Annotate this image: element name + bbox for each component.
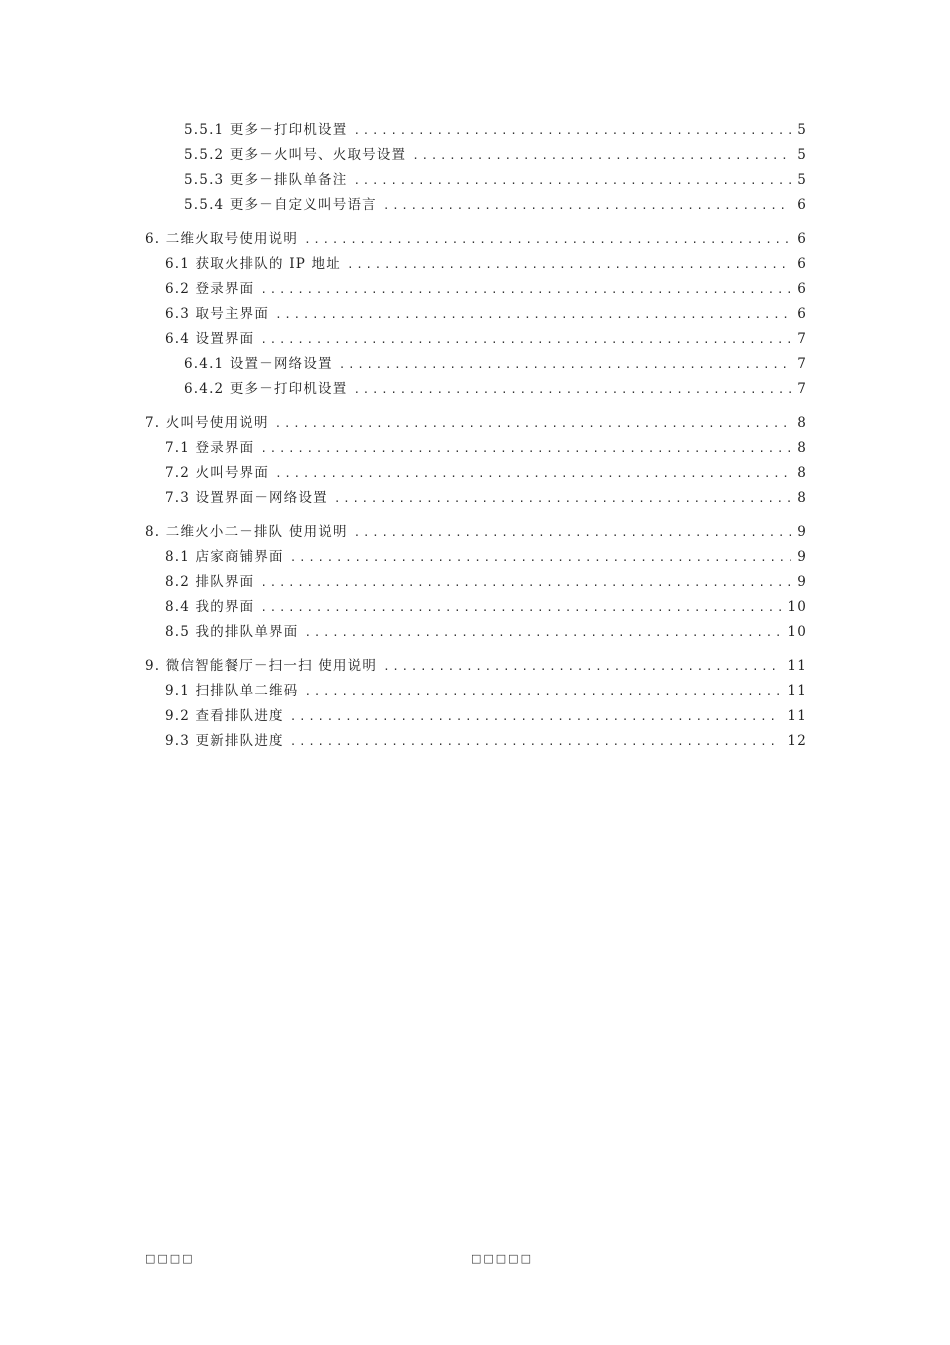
toc-entry-title: 7.1 登录界面: [165, 440, 255, 456]
toc-page-number: 6: [797, 231, 807, 247]
toc-entry-title: 7. 火叫号使用说明: [145, 415, 269, 431]
toc-dot-leader: [339, 355, 791, 375]
toc-page-number: 8: [797, 440, 807, 456]
toc-dot-leader: [290, 548, 791, 568]
toc-entry[interactable]: [165, 706, 807, 726]
toc-dot-leader: [304, 623, 781, 643]
toc-entry[interactable]: [184, 379, 807, 399]
toc-page-number: 9: [797, 549, 807, 565]
toc-entry-title: 5.5.3 更多－排队单备注: [184, 172, 348, 188]
toc-page-number: 9: [797, 524, 807, 540]
toc-dot-leader: [260, 573, 791, 593]
toc-page-number: 6: [797, 281, 807, 297]
toc-entry-title: 8.2 排队界面: [165, 574, 255, 590]
toc-page-number: 6: [797, 306, 807, 322]
toc-entry[interactable]: [165, 681, 807, 701]
toc-dot-leader: [353, 171, 791, 191]
toc-entry-title: 6.4.2 更多－打印机设置: [184, 381, 348, 397]
footer-center-text: □□□□□: [471, 1252, 533, 1265]
toc-page-number: 8: [797, 490, 807, 506]
toc-dot-leader: [347, 255, 791, 275]
toc-entry-title: 9.3 更新排队进度: [165, 733, 284, 749]
toc-entry[interactable]: [165, 597, 807, 617]
toc-dot-leader: [353, 380, 791, 400]
toc-page-number: 8: [797, 415, 807, 431]
toc-entry[interactable]: [184, 120, 807, 140]
toc-page-number: 7: [797, 381, 807, 397]
toc-dot-leader: [260, 280, 791, 300]
toc-entry-title: 5.5.1 更多－打印机设置: [184, 122, 348, 138]
toc-page-number: 10: [787, 599, 807, 615]
toc-entry-title: 5.5.2 更多－火叫号、火取号设置: [184, 147, 407, 163]
toc-dot-leader: [260, 330, 791, 350]
toc-chapter-entry[interactable]: [145, 413, 807, 433]
toc-entry-title: 6. 二维火取号使用说明: [145, 231, 299, 247]
toc-entry[interactable]: [165, 488, 807, 508]
toc-page-number: 11: [787, 708, 807, 724]
toc-entry-title: 6.1 获取火排队的 IP 地址: [165, 256, 341, 272]
toc-page-number: 11: [787, 658, 807, 674]
toc-entry-title: 7.3 设置界面－网络设置: [165, 490, 328, 506]
toc-entry-title: 6.4.1 设置－网络设置: [184, 356, 333, 372]
toc-dot-leader: [354, 523, 791, 543]
toc-entry[interactable]: [184, 354, 807, 374]
toc-dot-leader: [275, 414, 791, 434]
toc-entry-title: 8.4 我的界面: [165, 599, 255, 615]
toc-dot-leader: [260, 598, 781, 618]
toc-dot-leader: [275, 305, 791, 325]
toc-entry[interactable]: [165, 622, 807, 642]
toc-entry[interactable]: [165, 463, 807, 483]
toc-dot-leader: [353, 121, 791, 141]
toc-page-number: 8: [797, 465, 807, 481]
toc-entry[interactable]: [165, 279, 807, 299]
toc-entry-title: 5.5.4 更多－自定义叫号语言: [184, 197, 377, 213]
toc-chapter-entry[interactable]: [145, 656, 807, 676]
toc-entry[interactable]: [165, 329, 807, 349]
toc-page-number: 5: [797, 147, 807, 163]
toc-entry-title: 7.2 火叫号界面: [165, 465, 270, 481]
toc-entry[interactable]: [184, 195, 807, 215]
toc-entry[interactable]: [165, 572, 807, 592]
toc-entry[interactable]: [184, 170, 807, 190]
footer-left-text: □□□□: [145, 1252, 195, 1265]
toc-entry[interactable]: [165, 438, 807, 458]
toc-entry[interactable]: [165, 304, 807, 324]
toc-page-number: 7: [797, 331, 807, 347]
toc-entry-title: 6.4 设置界面: [165, 331, 255, 347]
toc-entry-title: 6.2 登录界面: [165, 281, 255, 297]
toc-page-number: 6: [797, 197, 807, 213]
toc-chapter-entry[interactable]: [145, 229, 807, 249]
toc-entry[interactable]: [165, 547, 807, 567]
toc-dot-leader: [412, 146, 791, 166]
toc-dot-leader: [304, 230, 791, 250]
toc-dot-leader: [383, 657, 781, 677]
toc-page-number: 5: [797, 122, 807, 138]
toc-dot-leader: [334, 489, 791, 509]
toc-entry-title: 8.5 我的排队单界面: [165, 624, 299, 640]
toc-dot-leader: [290, 732, 782, 752]
toc-entry-title: 9. 微信智能餐厅－扫一扫 使用说明: [145, 658, 378, 674]
toc-page-number: 12: [787, 733, 807, 749]
toc-page-number: 6: [797, 256, 807, 272]
toc-dot-leader: [260, 439, 791, 459]
toc-entry-title: 6.3 取号主界面: [165, 306, 270, 322]
toc-entry-title: 9.1 扫排队单二维码: [165, 683, 299, 699]
toc-dot-leader: [304, 682, 781, 702]
toc-page-number: 7: [797, 356, 807, 372]
toc-page-number: 5: [797, 172, 807, 188]
toc-dot-leader: [383, 196, 791, 216]
toc-dot-leader: [290, 707, 782, 727]
toc-dot-leader: [275, 464, 791, 484]
toc-chapter-entry[interactable]: [145, 522, 807, 542]
toc-entry[interactable]: [184, 145, 807, 165]
toc-entry-title: 9.2 查看排队进度: [165, 708, 284, 724]
toc-entry-title: 8.1 店家商铺界面: [165, 549, 284, 565]
toc-page-number: 10: [787, 624, 807, 640]
toc-entry[interactable]: [165, 731, 807, 751]
toc-entry[interactable]: [165, 254, 807, 274]
toc-page-number: 9: [797, 574, 807, 590]
toc-entry-title: 8. 二维火小二－排队 使用说明: [145, 524, 348, 540]
toc-page-number: 11: [787, 683, 807, 699]
